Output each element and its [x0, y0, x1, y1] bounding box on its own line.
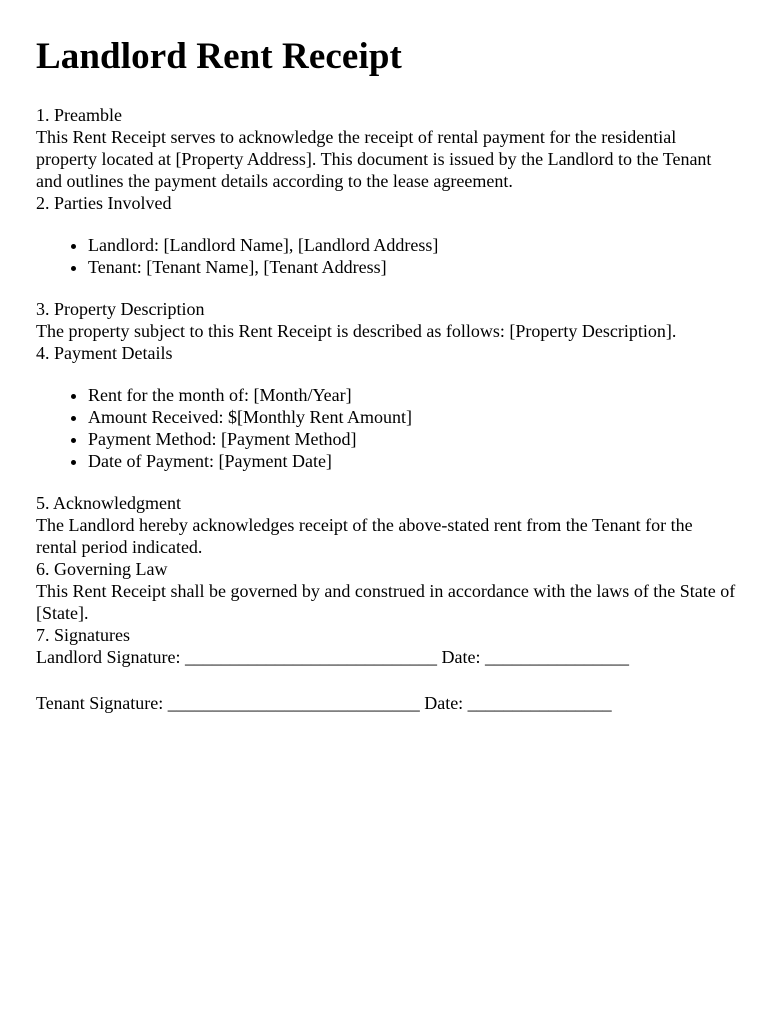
document-title: Landlord Rent Receipt	[36, 36, 402, 77]
section-heading-acknowledgment: 5. Acknowledgment	[36, 493, 181, 513]
section-heading-payment: 4. Payment Details	[36, 343, 173, 363]
signature-spacer	[36, 668, 736, 692]
law-text: This Rent Receipt shall be governed by and construed in accordance with the laws of the State of [State].	[36, 581, 736, 623]
tenant-signature-line: Tenant Signature: ____________________________ Date: ________________	[36, 693, 612, 713]
list-item: • Rent for the month of: [Month/Year]	[88, 384, 736, 406]
list-item: • Amount Received: $[Monthly Rent Amount]	[88, 406, 736, 428]
list-item: • Date of Payment: [Payment Date]	[88, 450, 736, 472]
section-heading-preamble: 1. Preamble	[36, 105, 122, 125]
preamble-text: This Rent Receipt serves to acknowledge the receipt of rental payment for the residential property located at [Property Address]. This document is issued by the Landlord to the Tenant and outlines the payment details according to the lease agreement.	[36, 127, 712, 191]
parties-list	[36, 234, 736, 278]
document-body	[36, 104, 736, 714]
list-item: • Payment Method: [Payment Method]	[88, 428, 736, 450]
section-heading-property: 3. Property Description	[36, 299, 205, 319]
property-text: The property subject to this Rent Receipt is described as follows: [Property Description].	[36, 321, 677, 341]
list-item: • Landlord: [Landlord Name], [Landlord Address]	[88, 234, 736, 256]
acknowledgment-text: The Landlord hereby acknowledges receipt of the above-stated rent from the Tenant for the rental period indicated.	[36, 515, 693, 557]
section-heading-parties: 2. Parties Involved	[36, 193, 172, 213]
document-page	[36, 36, 736, 714]
landlord-signature-line: Landlord Signature: ____________________________ Date: ________________	[36, 647, 629, 667]
section-heading-law: 6. Governing Law	[36, 559, 168, 579]
section-heading-signatures: 7. Signatures	[36, 625, 130, 645]
list-item: • Tenant: [Tenant Name], [Tenant Address]	[88, 256, 736, 278]
payment-list	[36, 384, 736, 472]
